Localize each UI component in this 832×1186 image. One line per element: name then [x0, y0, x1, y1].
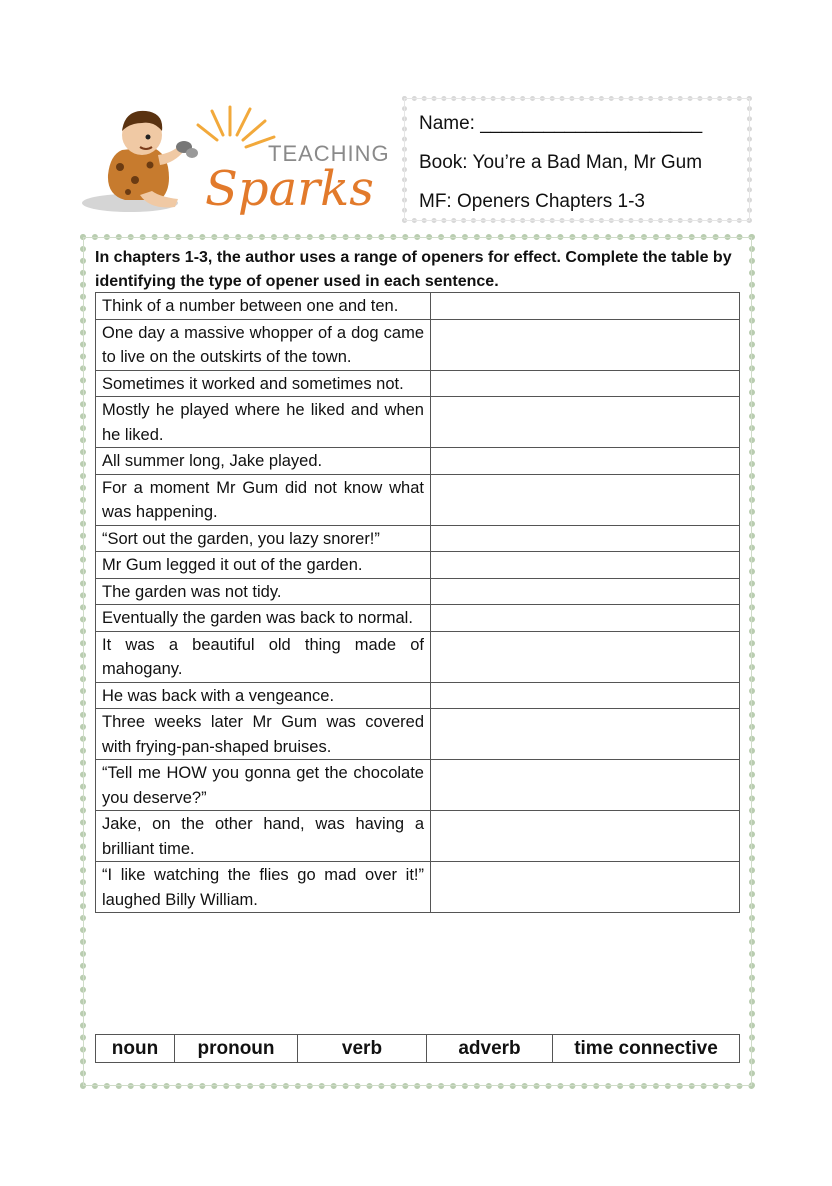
word-bank-pronoun: pronoun: [175, 1035, 298, 1063]
word-bank-table: [95, 1034, 740, 1063]
opener-answer-cell[interactable]: [431, 448, 740, 475]
opener-answer-cell[interactable]: [431, 552, 740, 579]
sentence-row: [96, 448, 740, 475]
logo-sparks-text: Sparks: [205, 161, 374, 217]
sentence-row: [96, 605, 740, 632]
sentence-row: [96, 631, 740, 682]
opener-answer-cell[interactable]: [431, 578, 740, 605]
sentence-row: [96, 811, 740, 862]
sentence-text: He was back with a vengeance.: [96, 682, 431, 709]
sentence-row: [96, 474, 740, 525]
sentence-text: Jake, on the other hand, was having a brilliant time.: [96, 811, 431, 862]
student-info-box: [402, 96, 752, 223]
opener-answer-cell[interactable]: [431, 293, 740, 320]
sentence-text: For a moment Mr Gum did not know what was happening.: [96, 474, 431, 525]
opener-answer-cell[interactable]: [431, 525, 740, 552]
logo-teaching-text: TEACHING: [268, 141, 390, 166]
opener-answer-cell[interactable]: [431, 760, 740, 811]
sentence-text: Three weeks later Mr Gum was covered with frying-pan-shaped bruises.: [96, 709, 431, 760]
sentence-text: Mr Gum legged it out of the garden.: [96, 552, 431, 579]
sentence-row: [96, 319, 740, 370]
word-bank-verb: verb: [298, 1035, 427, 1063]
opener-answer-cell[interactable]: [431, 811, 740, 862]
openers-table: [95, 292, 740, 913]
sentence-row: [96, 552, 740, 579]
instructions: In chapters 1-3, the author uses a range of openers for effect. Complete the table by identifying the type of opener used in each sentence.: [95, 249, 732, 290]
word-bank-adverb: adverb: [427, 1035, 553, 1063]
word-bank-noun: noun: [96, 1035, 175, 1063]
sentence-text: Eventually the garden was back to normal.: [96, 605, 431, 632]
book-title-line: Book: You’re a Bad Man, Mr Gum: [419, 152, 703, 173]
caveman-logo-icon: [80, 95, 390, 220]
sentence-text: “I like watching the flies go mad over it!” laughed Billy William.: [96, 862, 431, 913]
sentence-text: Mostly he played where he liked and when he liked.: [96, 397, 431, 448]
word-bank-time-connective: time connective: [553, 1035, 740, 1063]
opener-answer-cell[interactable]: [431, 631, 740, 682]
opener-answer-cell[interactable]: [431, 709, 740, 760]
sentence-row: [96, 293, 740, 320]
opener-answer-cell[interactable]: [431, 605, 740, 632]
sentence-row: [96, 578, 740, 605]
sentence-text: The garden was not tidy.: [96, 578, 431, 605]
opener-answer-cell[interactable]: [431, 862, 740, 913]
sentence-text: “Sort out the garden, you lazy snorer!”: [96, 525, 431, 552]
opener-answer-cell[interactable]: [431, 682, 740, 709]
sentence-row: [96, 370, 740, 397]
opener-answer-cell[interactable]: [431, 319, 740, 370]
name-field-line[interactable]: Name: _____________________: [419, 113, 703, 134]
sentence-row: [96, 862, 740, 913]
sentence-row: [96, 682, 740, 709]
mf-line: MF: Openers Chapters 1-3: [419, 191, 645, 212]
sentence-text: Think of a number between one and ten.: [96, 293, 431, 320]
opener-answer-cell[interactable]: [431, 474, 740, 525]
teaching-sparks-logo: [80, 95, 390, 220]
sentence-text: It was a beautiful old thing made of mahogany.: [96, 631, 431, 682]
opener-answer-cell[interactable]: [431, 397, 740, 448]
sentence-text: “Tell me HOW you gonna get the chocolate you deserve?”: [96, 760, 431, 811]
sentence-row: [96, 709, 740, 760]
sentence-row: [96, 760, 740, 811]
sentence-text: One day a massive whopper of a dog came to live on the outskirts of the town.: [96, 319, 431, 370]
opener-answer-cell[interactable]: [431, 370, 740, 397]
sentence-text: All summer long, Jake played.: [96, 448, 431, 475]
sentence-row: [96, 397, 740, 448]
sentence-row: [96, 525, 740, 552]
sentence-text: Sometimes it worked and sometimes not.: [96, 370, 431, 397]
